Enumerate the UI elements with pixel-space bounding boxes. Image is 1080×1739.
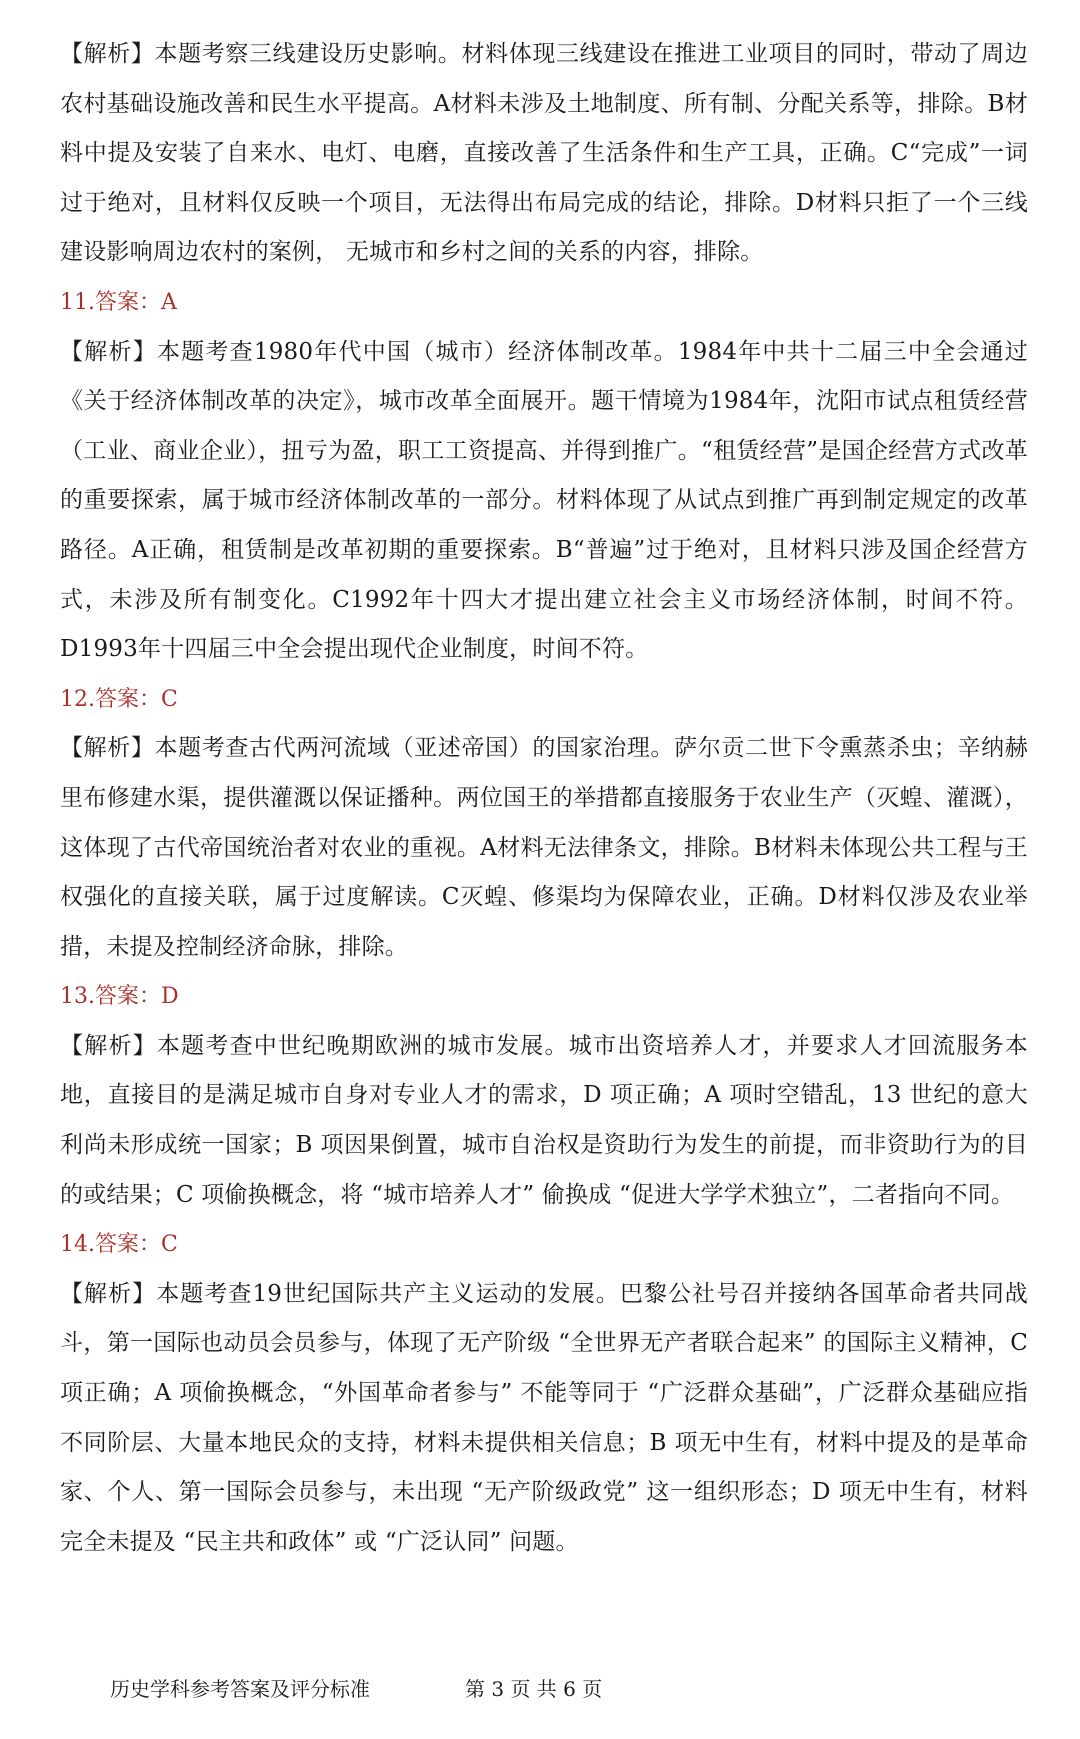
analysis-paragraph: 【解析】本题考查中世纪晚期欧洲的城市发展。城市出资培养人才，并要求人才回流服务本地，直接目的是满足城市自身对专业人才的需求，D 项正确；A 项时空错乱，13 世纪的意大利尚未形成统一国家；B 项因果倒置，城市自治权是资助行为发生的前提，而非资助行为的目的或结果；C 项偷换概念，将 “城市培养人才” 偷换成 “促进大学学术独立”，二者指向不同。: [60, 1032, 1028, 1208]
document-body: [60, 30, 1028, 1567]
answer-heading: 11.答案：A: [60, 289, 177, 315]
answer-heading: 12.答案：C: [60, 686, 178, 712]
answer-heading: 13.答案：D: [60, 984, 179, 1010]
footer-subject: 历史学科参考答案及评分标准: [110, 1677, 370, 1701]
analysis-paragraph: 【解析】本题考查1980年代中国（城市）经济体制改革。1984年中共十二届三中全会通过《关于经济体制改革的决定》，城市改革全面展开。题干情境为1984年，沈阳市试点租赁经营（工业、商业企业），扭亏为盈，职工工资提高、并得到推广。“租赁经营”是国企经营方式改革的重要探索，属于城市经济体制改革的一部分。材料体现了从试点到推广再到制定规定的改革路径。A正确，租赁制是改革初期的重要探索。B“普遍”过于绝对，且材料只涉及国企经营方式，未涉及所有制变化。C1992年十四大才提出建立社会主义市场经济体制，时间不符。D1993年十四届三中全会提出现代企业制度，时间不符。: [60, 338, 1028, 663]
analysis-paragraph: 【解析】本题考察三线建设历史影响。材料体现三线建设在推进工业项目的同时，带动了周边农村基础设施改善和民生水平提高。A材料未涉及土地制度、所有制、分配关系等，排除。B材料中提及安装了自来水、电灯、电磨，直接改善了生活条件和生产工具，正确。C“完成”一词过于绝对，且材料仅反映一个项目，无法得出布局完成的结论，排除。D材料只拒了一个三线建设影响周边农村的案例， 无城市和乡村之间的关系的内容，排除。: [60, 41, 1028, 266]
analysis-paragraph: 【解析】本题考查19世纪国际共产主义运动的发展。巴黎公社号召并接纳各国革命者共同战斗，第一国际也动员会员参与，体现了无产阶级 “全世界无产者联合起来” 的国际主义精神，C 项正确；A 项偷换概念，“外国革命者参与” 不能等同于 “广泛群众基础”，广泛群众基础应指不同阶层、大量本地民众的支持，材料未提供相关信息；B 项无中生有，材料中提及的是革命家、个人、第一国际会员参与，未出现 “无产阶级政党” 这一组织形态；D 项无中生有，材料完全未提及 “民主共和政体” 或 “广泛认同” 问题。: [60, 1280, 1028, 1555]
analysis-paragraph: 【解析】本题考查古代两河流域（亚述帝国）的国家治理。萨尔贡二世下令熏蒸杀虫；辛纳赫里布修建水渠，提供灌溉以保证播种。两位国王的举措都直接服务于农业生产（灭蝗、灌溉），这体现了古代帝国统治者对农业的重视。A材料无法律条文，排除。B材料未体现公共工程与王权强化的直接关联，属于过度解读。C灭蝗、修渠均为保障农业，正确。D材料仅涉及农业举措，未提及控制经济命脉，排除。: [60, 735, 1028, 960]
answer-heading: 14.答案：C: [60, 1232, 178, 1258]
footer-page-number: 第 3 页 共 6 页: [465, 1677, 603, 1701]
